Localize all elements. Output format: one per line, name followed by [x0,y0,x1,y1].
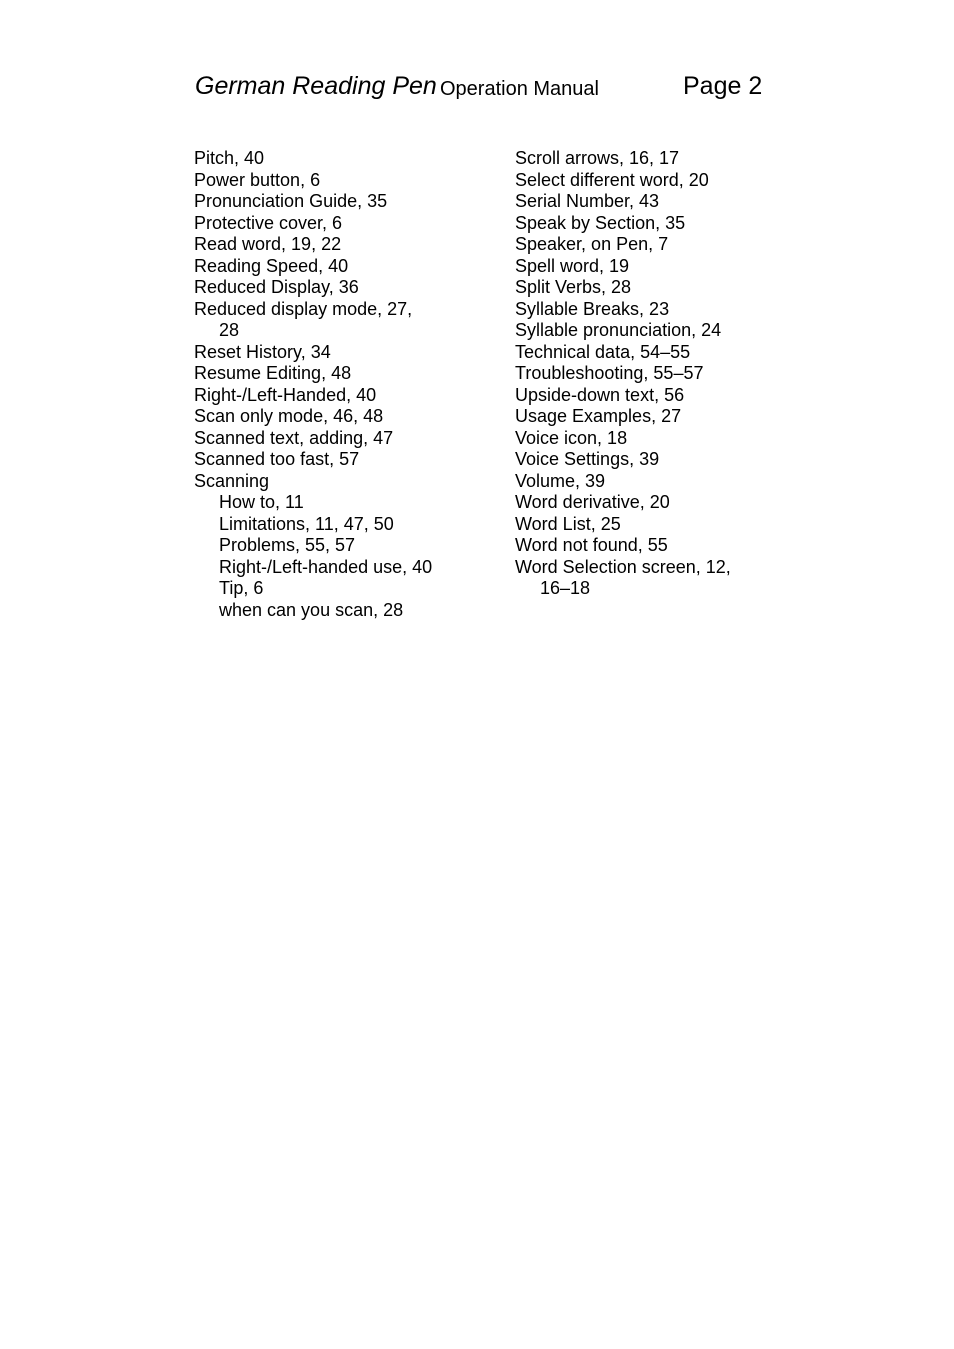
index-entry: Scan only mode, 46, 48 [194,406,384,426]
index-entry: Technical data, 54–55 [515,341,691,362]
index-entry: Resume Editing, 48 [194,363,352,383]
index-subentry: Right-/Left-handed use, 40 [219,556,433,577]
index-entry: Volume, 39 [515,470,606,491]
index-entry: Reset History, 34 [194,341,331,362]
index-entry: Read word, 19, 22 [194,234,342,254]
index-subentry: Problems, 55, 57 [219,535,356,555]
index-entry: Upside-down text, 56 [515,384,685,405]
index-subentry: when can you scan, 28 [219,599,404,620]
index-entry: Right-/Left-Handed, 40 [194,384,377,405]
index-entry: Word List, 25 [515,513,621,534]
manual-title: German Reading Pen [195,72,437,100]
index-entry: Word derivative, 20 [515,492,670,512]
index-subentry: How to, 11 [219,492,304,512]
page-header [195,72,765,106]
manual-subtitle: Operation Manual [440,78,599,100]
index-entry: Serial Number, 43 [515,191,660,211]
index-entry: Split Verbs, 28 [515,277,632,297]
index-entry: Protective cover, 6 [194,212,343,233]
index-column-right [515,148,815,600]
index-entry: Pronunciation Guide, 35 [194,191,388,211]
index-subentry: Tip, 6 [219,578,264,598]
index-entry: Scanned text, adding, 47 [194,427,394,448]
index-entry: Voice icon, 18 [515,427,628,448]
index-entry: Word not found, 55 [515,535,668,555]
index-entry: Syllable Breaks, 23 [515,298,670,319]
index-column-left [194,148,494,621]
index-entry: Troubleshooting, 55–57 [515,363,704,383]
index-entry: Speaker, on Pen, 7 [515,234,669,254]
index-entry: Speak by Section, 35 [515,212,686,233]
index-entry-continuation: 28 [219,320,240,340]
index-entry: Spell word, 19 [515,255,630,276]
index-entry-continuation: 16–18 [540,578,591,598]
index-entry: Reduced display mode, 27, [194,298,413,319]
index-entry: Word Selection screen, 12, [515,556,731,577]
index-subentry: Limitations, 11, 47, 50 [219,513,394,534]
index-entry: Usage Examples, 27 [515,406,682,426]
index-entry: Select different word, 20 [515,169,709,190]
page-number: Page 2 [683,72,763,100]
index-entry: Reduced Display, 36 [194,277,359,297]
index-entry: Scanned too fast, 57 [194,449,360,469]
index-entry: Power button, 6 [194,169,321,190]
index-entry: Pitch, 40 [194,148,265,168]
index-entry: Voice Settings, 39 [515,449,660,469]
index-entry: Reading Speed, 40 [194,255,349,276]
index-entry: Scanning [194,470,270,491]
index-entry: Syllable pronunciation, 24 [515,320,722,340]
index-entry: Scroll arrows, 16, 17 [515,148,680,168]
